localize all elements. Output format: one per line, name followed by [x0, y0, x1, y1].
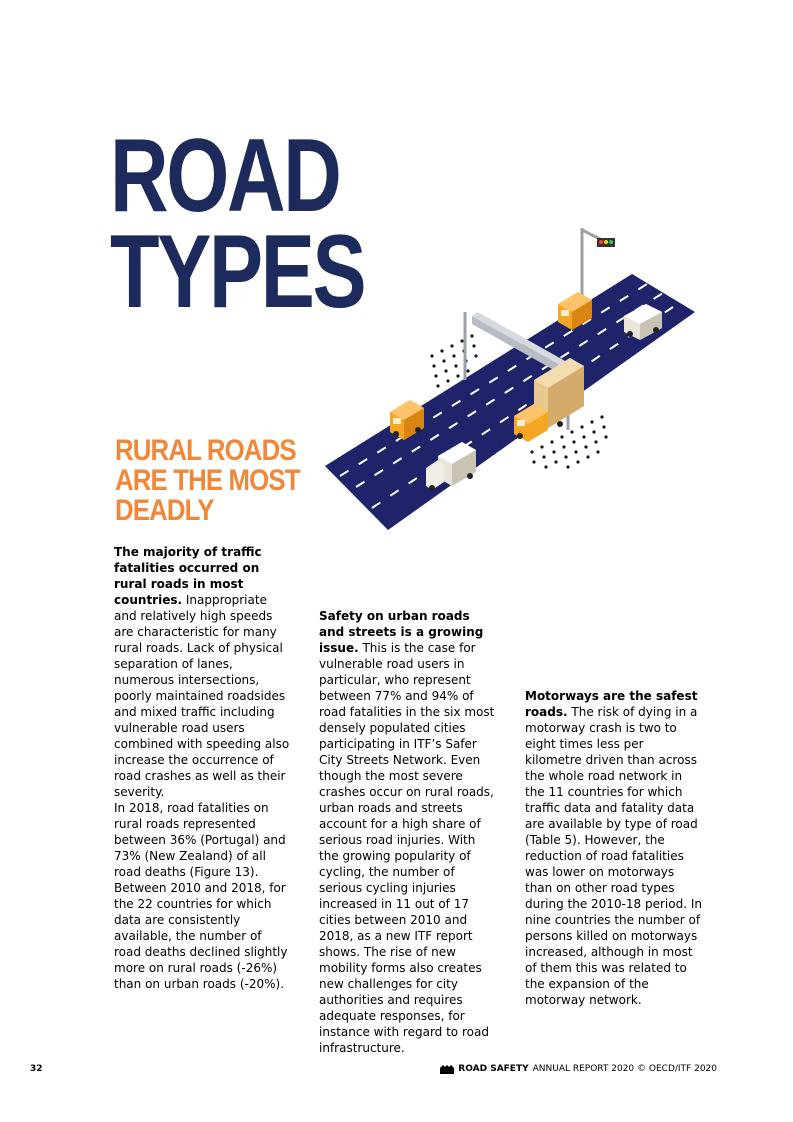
text-column-urban: [319, 608, 497, 1056]
page-title-line-2: TYPES: [110, 214, 365, 330]
body-text: Inappropriate and relatively high speeds are characteristic for many rural roads. Lack of physical separation of lanes, numerous intersections, poorly maintained roadsides and mixed traffic including vulnerable road users combined with speeding also increase the occurrence of road crashes as well as their severity.: [114, 593, 290, 799]
section-heading-line-1: RURAL ROADS: [115, 434, 296, 467]
lead-sentence: Motorways are the safest roads.: [525, 689, 698, 719]
text-column-rural: [114, 544, 292, 992]
itf-logo-icon: [440, 1065, 454, 1074]
paragraph: [319, 608, 497, 1056]
body-text: This is the case for vulnerable road users in particular, who represent between 77% and 94% of road fatalities in the six most densely populated cities participating in ITF’s Safer City Streets Network. Even though the most severe crashes occur on rural roads, urban roads and streets account for a high share of serious road injuries. With the growing popularity of cycling, the number of serious cycling injuries increased in 11 out of 17 cities between 2010 and 2018, as a new ITF report shows. The rise of new mobility forms also creates new challenges for city authorities and requires adequate responses, for instance with regard to road infrastructure.: [319, 641, 495, 1055]
publication-details: ANNUAL REPORT 2020 © OECD/ITF 2020: [532, 1064, 717, 1074]
page-title-line-1: ROAD: [110, 118, 340, 234]
publication-name: ROAD SAFETY: [458, 1064, 529, 1074]
text-column-motorways: [525, 688, 703, 1008]
lead-sentence: Safety on urban roads and streets is a growing issue.: [319, 609, 484, 655]
section-heading-line-2: ARE THE MOST: [115, 464, 300, 497]
section-heading: [115, 436, 345, 526]
footer-publication: [440, 1064, 717, 1074]
section-heading-line-3: DEADLY: [115, 494, 214, 527]
page-number: 32: [30, 1064, 43, 1074]
motorway-illustration: [320, 220, 740, 540]
lead-sentence: The majority of traffic fatalities occurred on rural roads in most countries.: [114, 545, 262, 607]
body-text: The risk of dying in a motorway crash is two to eight times less per kilometre driven than across the whole road network in the 11 countries for which traffic data and fatality data are available by type of road (Table 5). However, the reduction of road fatalities was lower on motorways than on other road types during the 2010-18 period. In nine countries the number of persons killed on motorways increased, although in most of them this was related to the expansion of the motorway network.: [525, 705, 702, 1007]
body-text: In 2018, road fatalities on rural roads represented between 36% (Portugal) and 73% (New Zealand) of all road deaths (Figure 13). Between 2010 and 2018, for the 22 countries for which data are consistently available, the number of road deaths declined slightly more on rural roads (-26%) than on urban roads (-20%).: [114, 801, 288, 991]
paragraph: [114, 544, 292, 800]
paragraph: [525, 688, 703, 1008]
